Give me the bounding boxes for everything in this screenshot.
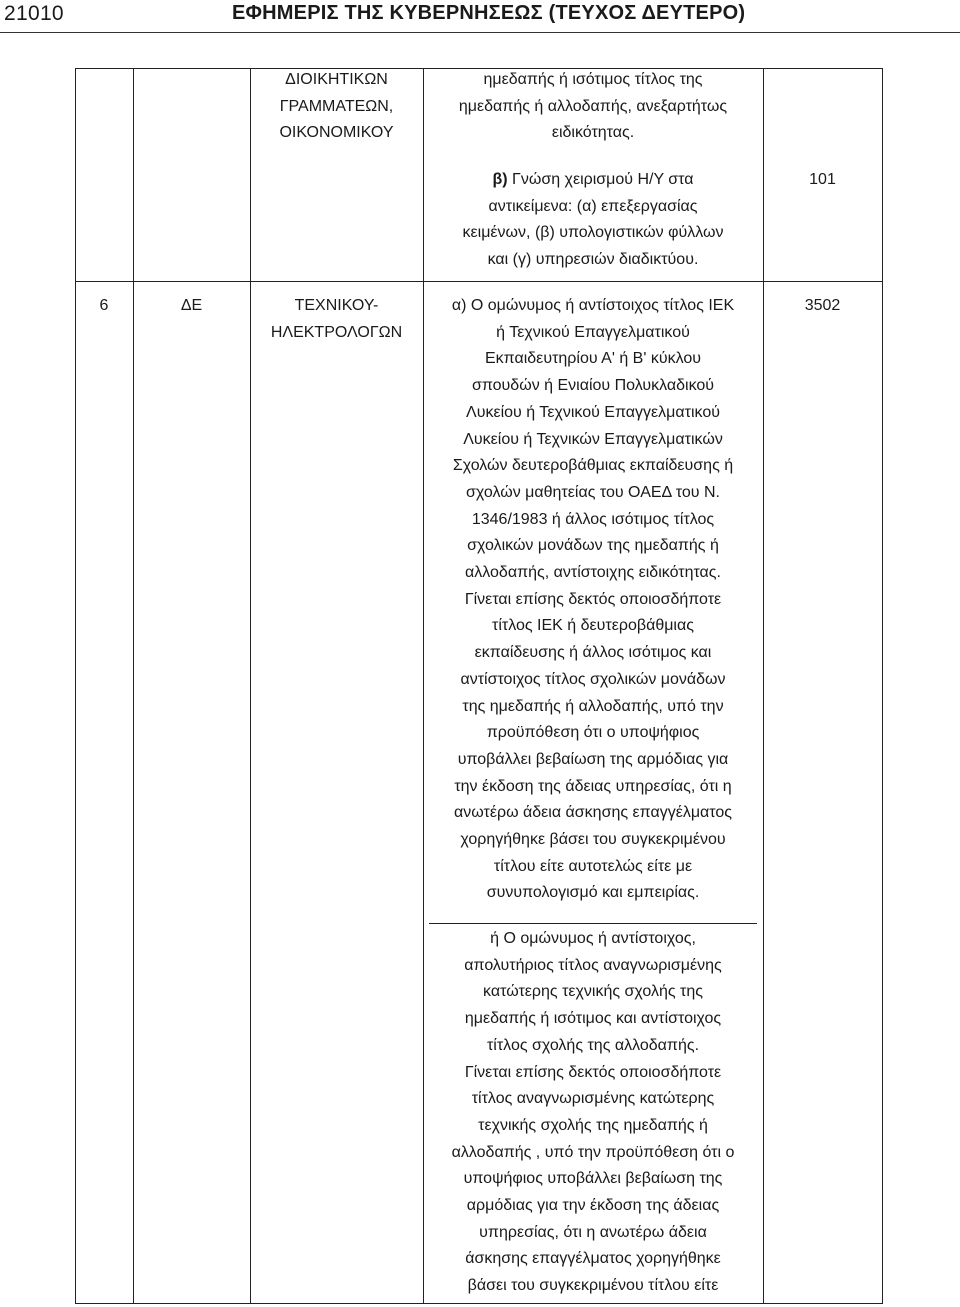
row1-code [763,167,882,194]
row1-qualification-a [423,67,763,147]
qualification-line: Σχολών δευτεροβάθμιας εκπαίδευσης ή [452,457,734,475]
column-divider-4 [763,68,764,1304]
row2-category [133,293,250,320]
qualification-line: σπουδών ή Ενιαίου Πολυκλαδικού [471,377,715,395]
qualification-line: ημεδαπής ή ισότιμος και αντίστοιχος [464,1010,722,1028]
specialty-line: ΓΡΑΜΜΑΤΕΩΝ, [279,97,394,115]
qualification-line: α) Ο ομώνυμος ή αντίστοιχος τίτλος ΙΕΚ [451,297,735,314]
row2-specialty [250,293,423,346]
qualification-line: κειμένων, (β) υπολογιστικών φύλλων [462,224,724,242]
qualification-line: υπηρεσίας, ότι η ανωτέρω άδεια [479,1223,707,1241]
column-divider-1 [133,68,134,1304]
specialty-line: ΟΙΚΟΝΟΜΙΚΟΥ [279,124,394,142]
qualification-line [423,167,763,194]
qualification-line: ημεδαπής ή ισότιμος τίτλος της [483,71,703,88]
row2-qualification-b [423,926,763,1300]
qualification-line: άσκησης επαγγέλματος χορηγήθηκε [465,1250,721,1268]
qualification-line: αντίστοιχος τίτλος σχολικών μονάδων [460,670,726,688]
row1-qualification-b [423,167,763,274]
qualification-line: υποψήφιος υποβάλλει βεβαίωση της [463,1170,723,1188]
qualification-line: Λυκείου ή Τεχνικών Επαγγελματικών [463,430,723,448]
qualification-line: συνυπολογισμό και εμπειρίας. [486,884,700,902]
row2-code [763,293,882,320]
table-left-border [75,68,76,1304]
row2-number [75,293,133,320]
qualification-line: ανωτέρω άδεια άσκησης επαγγέλματος [454,804,732,822]
table-right-border [882,68,883,1304]
column-divider-2 [250,68,251,1304]
qualification-line: κατώτερης τεχνικής σχολής της [483,983,703,1001]
page-number: 21010 [4,2,64,25]
qualification-line: σχολών μαθητείας του ΟΑΕΔ του Ν. [466,483,720,501]
category-value: ΔΕ [180,297,203,314]
qualification-line: Γίνεται επίσης δεκτός οποιοσδήποτε [464,590,722,608]
qualification-line: ή Ο ομώνυμος ή αντίστοιχος, [490,930,696,947]
qualification-line: και (γ) υπηρεσιών διαδικτύου. [487,251,699,269]
qualification-line: Εκπαιδευτηρίου Α' ή Β' κύκλου [484,350,701,368]
code-value: 101 [809,171,836,188]
qualification-line: Λυκείου ή Τεχνικού Επαγγελματικού [466,403,720,421]
qualification-line: χορηγήθηκε βάσει του συγκεκριμένου [460,831,726,849]
qualification-line: εκπαίδευσης ή άλλος ισότιμος και [474,644,712,662]
qualification-line: σχολικών μονάδων της ημεδαπής ή [467,537,719,555]
specialty-line: ΗΛΕΚΤΡΟΛΟΓΩΝ [270,323,403,341]
qualification-line: αρμόδιας για την έκδοση της άδειας [466,1197,720,1215]
qualification-line: ειδικότητας. [551,124,635,142]
qualification-line: αντικείμενα: (α) επεξεργασίας [488,197,698,215]
row2-qualification-a [423,293,763,907]
code-value: 3502 [804,297,841,314]
qualification-line: ή Τεχνικού Επαγγελματικού [496,323,690,341]
qualification-line: προϋπόθεση ότι ο υποψήφιος [486,724,700,742]
qualification-line: τίτλος ΙΕΚ ή δευτεροβάθμιας [492,617,694,635]
qualification-line: την έκδοση της άδειας υπηρεσίας, ότι η [454,777,732,795]
subrow-divider [429,923,757,924]
qualification-line: Γίνεται επίσης δεκτός οποιοσδήποτε [464,1063,722,1081]
qualification-line: βάσει του συγκεκριμένου τίτλου είτε [467,1277,719,1295]
qualification-line: υποβάλλει βεβαίωση της αρμόδιας για [457,750,729,768]
qualification-line: 1346/1983 ή άλλος ισότιμος τίτλος [471,510,715,528]
gazette-title: ΕΦΗΜΕΡΙΣ ΤΗΣ ΚΥΒΕΡΝΗΣΕΩΣ (ΤΕΥΧΟΣ ΔΕΥΤΕΡΟ) [232,2,746,24]
qualification-line: τίτλος σχολής της αλλοδαπής. [486,1036,700,1054]
row1-specialty [250,67,423,147]
qualification-line: τίτλος αναγνωρισμένης κατώτερης [471,1090,715,1108]
qualification-line: απολυτήριος τίτλος αναγνωρισμένης [464,956,722,974]
item-marker: β) [492,171,508,188]
qualification-text: Γνώση χειρισμού Η/Υ στα [512,171,694,188]
qualification-line: της ημεδαπής ή αλλοδαπής, υπό την [462,697,724,715]
specialty-line: ΔΙΟΙΚΗΤΙΚΩΝ [285,71,388,88]
qualification-line: αλλοδαπής , υπό την προϋπόθεση ότι ο [451,1143,735,1161]
specialty-line: ΤΕΧΝΙΚΟΥ- [294,297,379,314]
table-bottom-border [75,1303,883,1304]
qualification-line: τεχνικής σχολής της ημεδαπής ή [478,1116,708,1134]
row-number: 6 [99,297,109,314]
qualification-line: αλλοδαπής, αντίστοιχης ειδικότητας. [465,564,721,582]
row-divider [75,281,883,282]
qualification-line: ημεδαπής ή αλλοδαπής, ανεξαρτήτως [458,97,728,115]
qualification-line: τίτλου είτε αυτοτελώς είτε με [493,857,693,875]
